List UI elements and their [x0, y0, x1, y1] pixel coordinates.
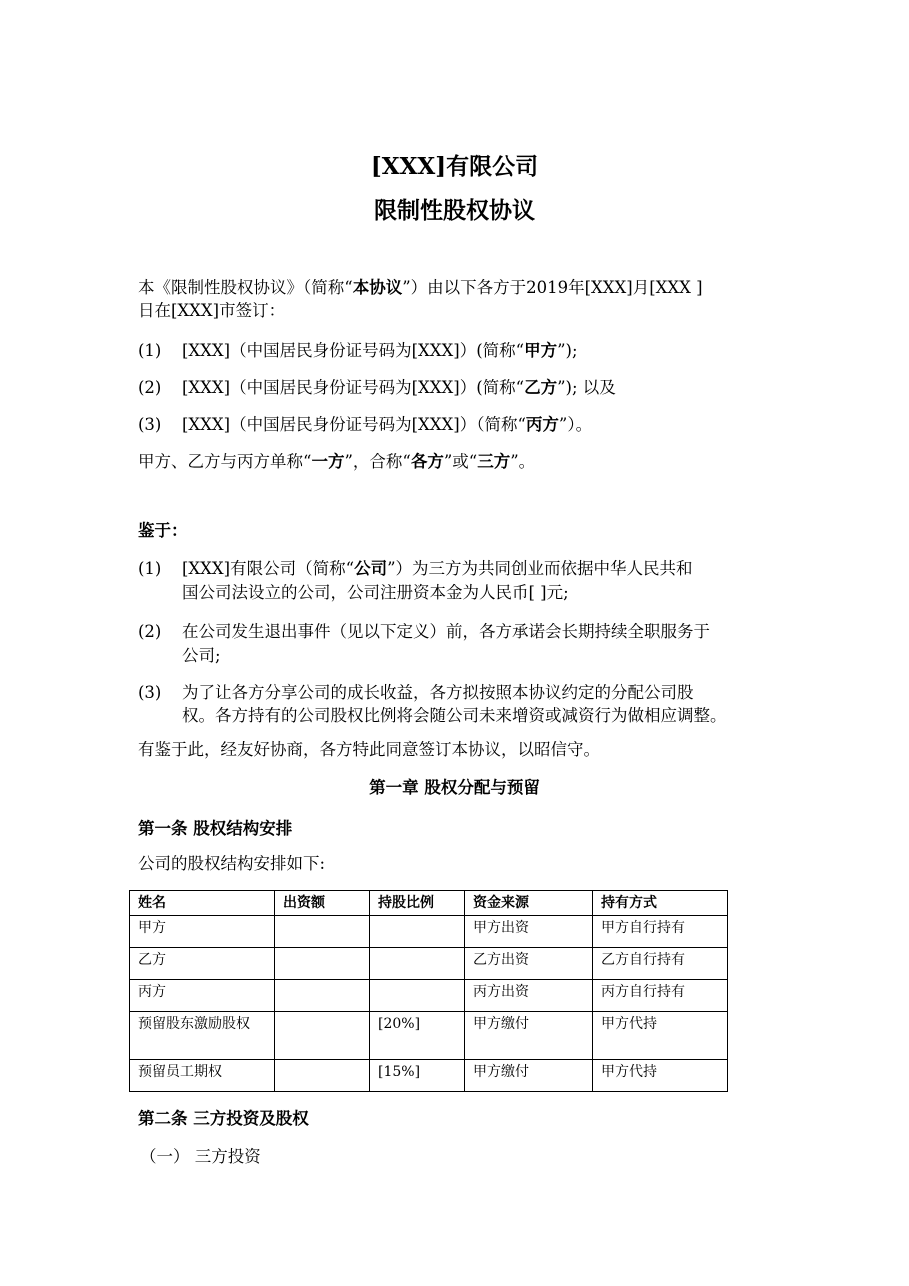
table-header: 姓名 [130, 891, 275, 916]
table-row [130, 980, 728, 1012]
article-2-heading: 第二条 三方投资及股权 [138, 1109, 309, 1128]
table-header: 持股比例 [370, 891, 465, 916]
table-cell: 丙方 [130, 980, 275, 1012]
table-cell: 预留员工期权 [130, 1060, 275, 1092]
table-cell: 甲方缴付 [465, 1012, 593, 1060]
whereas-number: (1) [138, 559, 162, 578]
table-cell: 甲方代持 [593, 1060, 728, 1092]
whereas-number: (3) [138, 683, 162, 702]
whereas-3-line-1: 为了让各方分享公司的成长收益，各方拟按照本协议约定的分配公司股 [182, 683, 694, 702]
table-cell: 丙方出资 [465, 980, 593, 1012]
party-number: (3) [138, 415, 162, 434]
table-cell: 丙方自行持有 [593, 980, 728, 1012]
company-title: [XXX]有限公司 [370, 153, 539, 180]
intro-line-2: 日在[XXX]市签订： [138, 301, 286, 320]
table-header: 持有方式 [593, 891, 728, 916]
party-3: [XXX]（中国居民身份证号码为[XXX]）（简称“丙方”）。 [182, 415, 593, 434]
whereas-1-line-2: 国公司法设立的公司，公司注册资本金为人民币[ ]元; [182, 583, 569, 602]
table-cell: [15%] [370, 1060, 465, 1092]
table-cell [275, 1060, 370, 1092]
equity-structure-table [129, 890, 728, 1092]
party-number: (2) [138, 378, 162, 397]
whereas-1-line-1: [XXX]有限公司（简称“公司”）为三方为共同创业而依据中华人民共和 [182, 559, 693, 578]
collective-definition: 甲方、乙方与丙方单称“一方”，合称“各方”或“三方”。 [138, 452, 536, 471]
whereas-number: (2) [138, 622, 162, 641]
article-1-heading: 第一条 股权结构安排 [138, 819, 293, 838]
table-cell [370, 916, 465, 948]
chapter-heading: 第一章 股权分配与预留 [369, 778, 540, 797]
table-cell: 甲方 [130, 916, 275, 948]
table-header: 出资额 [275, 891, 370, 916]
table-cell: 预留股东激励股权 [130, 1012, 275, 1060]
table-cell [275, 916, 370, 948]
whereas-3-line-2: 权。各方持有的公司股权比例将会随公司未来增资或减资行为做相应调整。 [182, 706, 727, 725]
whereas-heading: 鉴于： [138, 521, 188, 540]
whereas-2-line-1: 在公司发生退出事件（见以下定义）前，各方承诺会长期持续全职服务于 [182, 622, 710, 641]
table-cell [275, 1012, 370, 1060]
table-row [130, 916, 728, 948]
table-cell: 乙方自行持有 [593, 948, 728, 980]
table-cell: 乙方出资 [465, 948, 593, 980]
article-1-lead: 公司的股权结构安排如下: [138, 854, 326, 873]
table-cell [370, 980, 465, 1012]
table-header-row [130, 891, 728, 916]
table-cell: 甲方出资 [465, 916, 593, 948]
table-cell [275, 980, 370, 1012]
table-cell [370, 948, 465, 980]
table-cell [275, 948, 370, 980]
table-row [130, 1060, 728, 1092]
party-1: [XXX]（中国居民身份证号码为[XXX]）(简称“甲方”); [182, 341, 578, 360]
table-cell: 甲方代持 [593, 1012, 728, 1060]
table-row [130, 948, 728, 980]
whereas-2-line-2: 公司; [182, 646, 221, 665]
article-2-subheading: （一） 三方投资 [140, 1147, 261, 1166]
intro-line-1: 本《限制性股权协议》（简称“本协议”）由以下各方于2019年[XXX]月[XXX ] [138, 278, 703, 297]
table-cell: [20%] [370, 1012, 465, 1060]
agreement-title: 限制性股权协议 [374, 197, 535, 224]
whereas-conclusion: 有鉴于此，经友好协商，各方特此同意签订本协议，以昭信守。 [138, 740, 600, 759]
table-cell: 乙方 [130, 948, 275, 980]
table-cell: 甲方自行持有 [593, 916, 728, 948]
table-header: 资金来源 [465, 891, 593, 916]
table-row [130, 1012, 728, 1060]
table-cell: 甲方缴付 [465, 1060, 593, 1092]
party-number: (1) [138, 341, 162, 360]
party-2: [XXX]（中国居民身份证号码为[XXX]）(简称“乙方”); 以及 [182, 378, 616, 397]
